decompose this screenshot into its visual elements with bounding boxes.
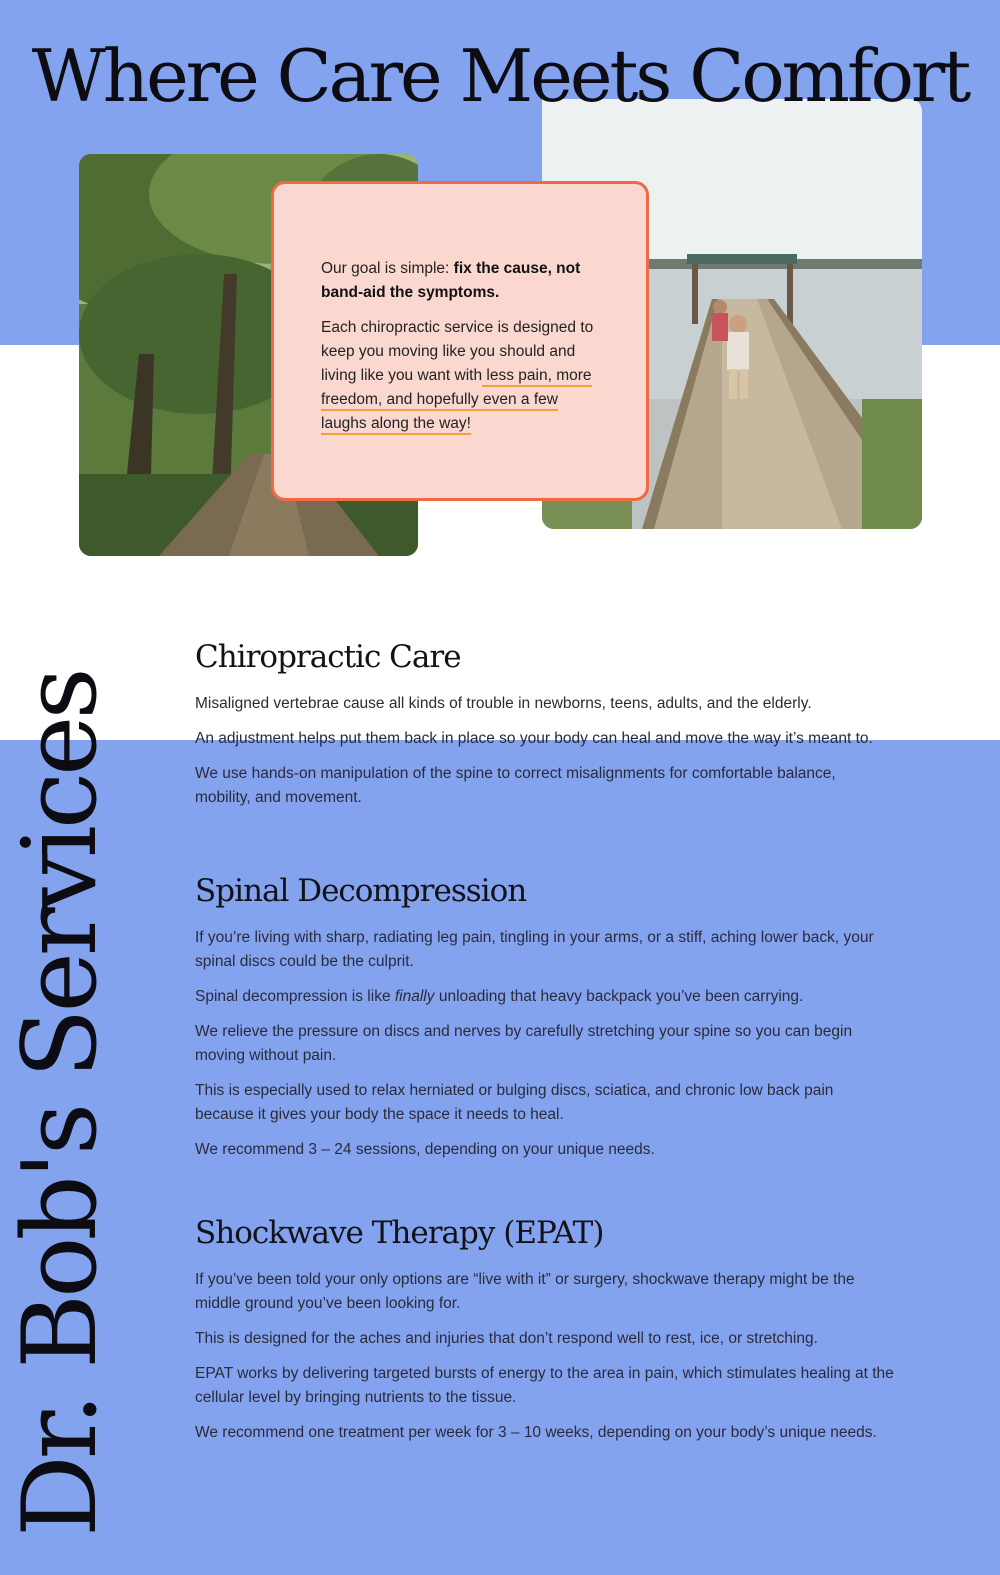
service-spinal-decompression bbox=[195, 872, 895, 1162]
service-paragraph: If you’re living with sharp, radiating leg pain, tingling in your arms, or a stiff, aching lower back, your spinal discs could be the culprit. bbox=[195, 929, 874, 970]
goal-intro-text: Our goal is simple: bbox=[321, 260, 454, 277]
service-paragraph: EPAT works by delivering targeted bursts of energy to the area in pain, which stimulates healing at the cellular level by bringing nutrients to the tissue. bbox=[195, 1365, 894, 1406]
services-list bbox=[195, 638, 895, 1456]
service-paragraph: This is especially used to relax herniated or bulging discs, sciatica, and chronic low back pain because it gives your body the space it needs to heal. bbox=[195, 1082, 834, 1123]
service-paragraph: We recommend one treatment per week for 3 – 10 weeks, depending on your body’s unique needs. bbox=[195, 1424, 877, 1441]
service-paragraph-emphasis: finally bbox=[394, 988, 435, 1005]
service-paragraph: If you’ve been told your only options are “live with it” or surgery, shockwave therapy might be the middle ground you’ve been looking for. bbox=[195, 1271, 855, 1312]
goal-intro bbox=[321, 257, 600, 305]
hero-title: Where Care Meets Comfort bbox=[31, 34, 969, 118]
service-paragraph: Misaligned vertebrae cause all kinds of trouble in newborns, teens, adults, and the elderly. bbox=[195, 695, 812, 712]
service-paragraph: We use hands-on manipulation of the spine to correct misalignments for comfortable balance, mobility, and movement. bbox=[195, 765, 836, 806]
service-title: Shockwave Therapy (EPAT) bbox=[195, 1215, 604, 1251]
service-chiropractic-care bbox=[195, 638, 895, 810]
service-shockwave-therapy bbox=[195, 1214, 895, 1445]
goal-card bbox=[271, 181, 649, 501]
service-title: Spinal Decompression bbox=[195, 873, 527, 909]
goal-body-text: Each chiropractic service is designed to keep you moving like you should and living like you want with bbox=[321, 319, 594, 384]
service-title: Chiropractic Care bbox=[195, 639, 461, 675]
service-paragraph: We relieve the pressure on discs and nerves by carefully stretching your spine so you can begin moving without pain. bbox=[195, 1023, 853, 1064]
service-paragraph: An adjustment helps put them back in place so your body can heal and move the way it’s meant to. bbox=[195, 730, 873, 747]
goal-body bbox=[321, 316, 600, 436]
service-paragraph bbox=[195, 985, 895, 1009]
service-paragraph-text: Spinal decompression is like bbox=[195, 988, 395, 1005]
goal-body-highlight: less pain, more freedom, and hopefully even a few laughs along the way! bbox=[321, 367, 592, 435]
services-side-title: Dr. Bob's Services bbox=[1, 671, 120, 1537]
goal-intro-bold: fix the cause, not band-aid the symptoms. bbox=[321, 260, 581, 301]
service-paragraph: This is designed for the aches and injuries that don’t respond well to rest, ice, or stretching. bbox=[195, 1330, 818, 1347]
service-paragraph: We recommend 3 – 24 sessions, depending on your unique needs. bbox=[195, 1141, 655, 1158]
service-paragraph-text: unloading that heavy backpack you’ve been carrying. bbox=[434, 988, 804, 1005]
